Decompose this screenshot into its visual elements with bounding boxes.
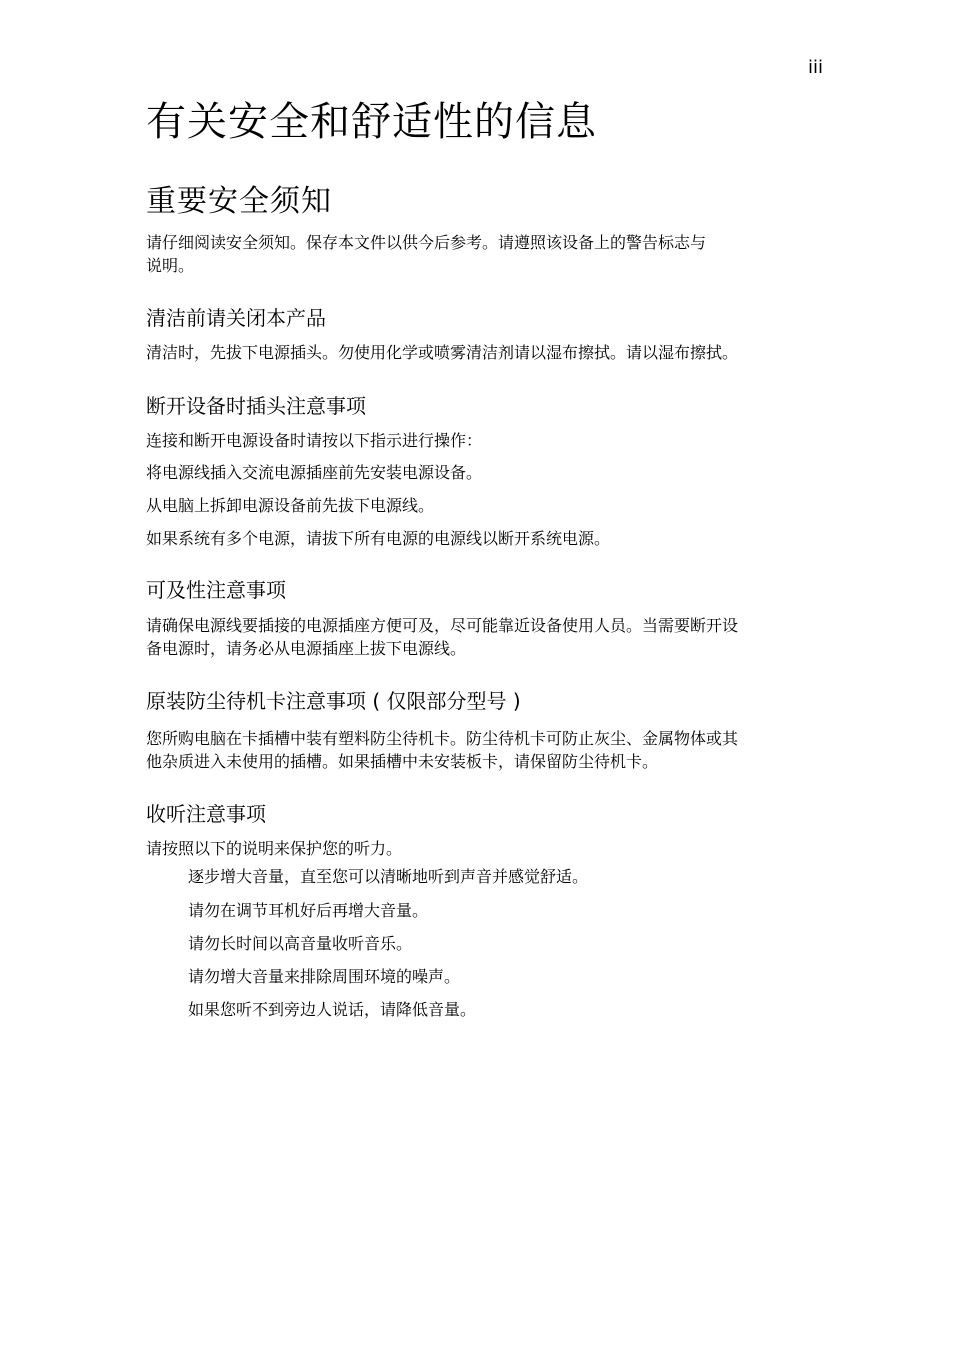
listening-item: 逐步增大音量，直至您可以清晰地听到声音并感觉舒适。	[188, 867, 589, 886]
listening-paragraph: 请按照以下的说明来保护您的听力。	[146, 839, 403, 858]
accessibility-line-2: 备电源时，请务必从电源插座上拔下电源线。	[146, 639, 467, 658]
intro-line-1: 请仔细阅读安全须知。保存本文件以供今后参考。请遵照该设备上的警告标志与	[146, 233, 707, 252]
dummy-card-line-1: 您所购电脑在卡插槽中装有塑料防尘待机卡。防尘待机卡可防止灰尘、金属物体或其	[146, 729, 739, 748]
heading-dummy-card: 原装防尘待机卡注意事项 ( 仅限部分型号 )	[146, 689, 521, 713]
disconnect-paragraph-3: 从电脑上拆卸电源设备前先拔下电源线。	[146, 496, 435, 515]
disconnect-paragraph-2: 将电源线插入交流电源插座前先安装电源设备。	[146, 463, 483, 482]
disconnect-paragraph-1: 连接和断开电源设备时请按以下指示进行操作：	[146, 431, 483, 450]
heading-cleaning: 清洁前请关闭本产品	[146, 306, 326, 330]
dummy-card-line-2: 他杂质进入未使用的插槽。如果插槽中未安装板卡，请保留防尘待机卡。	[146, 752, 659, 771]
listening-item: 请勿在调节耳机好后再增大音量。	[188, 901, 429, 920]
heading-disconnect: 断开设备时插头注意事项	[146, 394, 366, 418]
listening-item: 请勿长时间以高音量收听音乐。	[188, 934, 413, 953]
heading-listening: 收听注意事项	[146, 802, 266, 826]
listening-item: 请勿增大音量来排除周围环境的噪声。	[188, 967, 461, 986]
cleaning-paragraph: 清洁时，先拔下电源插头。勿使用化学或喷雾清洁剂请以湿布擦拭。请以湿布擦拭。	[146, 343, 739, 362]
intro-line-2: 说明。	[146, 256, 195, 275]
accessibility-line-1: 请确保电源线要插接的电源插座方便可及，尽可能靠近设备使用人员。当需要断开设	[146, 616, 739, 635]
heading-accessibility: 可及性注意事项	[146, 578, 286, 602]
listening-item: 如果您听不到旁边人说话，请降低音量。	[188, 1000, 477, 1019]
page-number: iii	[808, 57, 824, 78]
page-title: 有关安全和舒适性的信息	[146, 99, 597, 145]
disconnect-paragraph-4: 如果系统有多个电源，请拔下所有电源的电源线以断开系统电源。	[146, 529, 611, 548]
section-title: 重要安全须知	[146, 184, 332, 219]
